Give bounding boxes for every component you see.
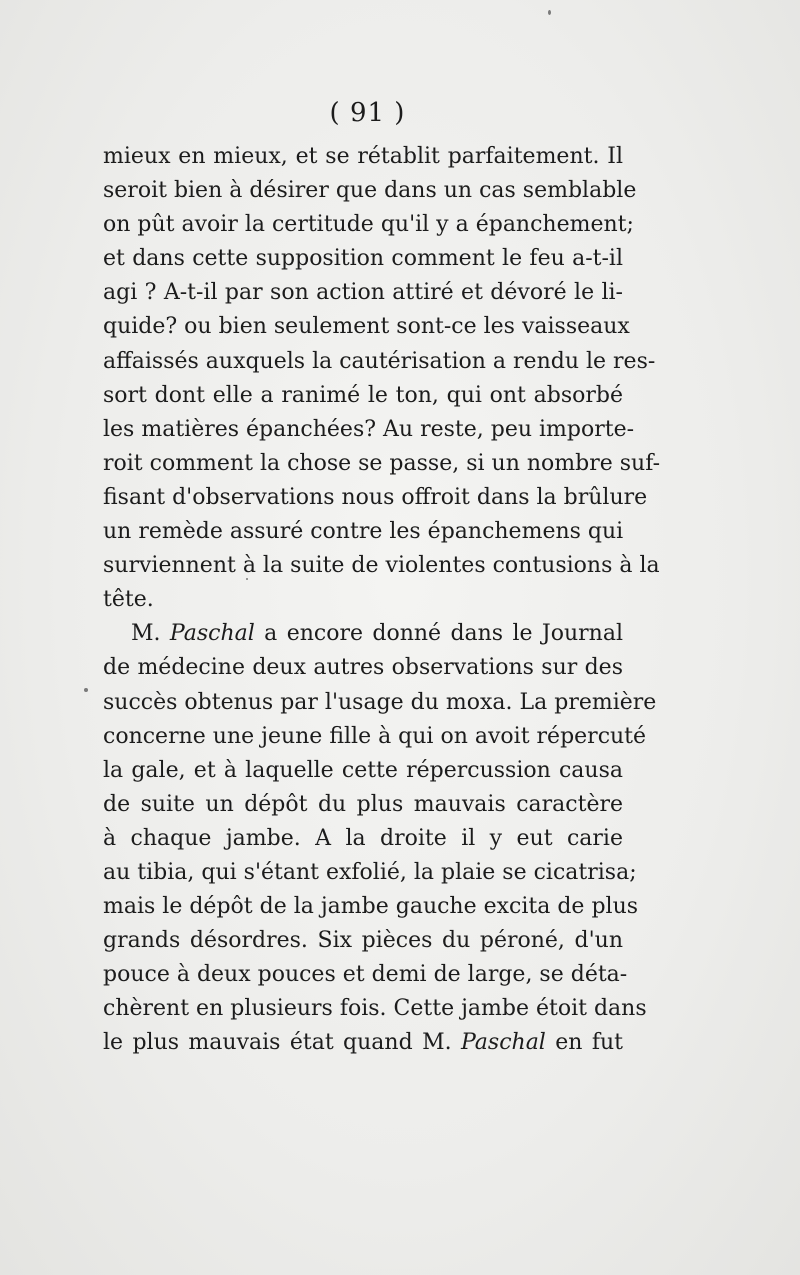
text-line: mais le dépôt de la jambe gauche excita de plus [103, 894, 639, 920]
text-line: concerne une jeune fille à qui on avoit répercuté [103, 723, 647, 749]
text-line [103, 617, 623, 651]
text-run: a encore donné dans le Journal [254, 621, 624, 647]
text-line [103, 1026, 623, 1060]
italic-name: Paschal [169, 621, 255, 647]
text-line: tête. [103, 587, 154, 613]
ink-speck [246, 578, 248, 580]
italic-name: Paschal [460, 1030, 546, 1056]
text-line: roit comment la chose se passe, si un nombre suf- [103, 450, 661, 476]
text-line: mieux en mieux, et se rétablit parfaitement. Il [103, 144, 623, 169]
ink-speck [548, 10, 551, 15]
text-run: M. [131, 621, 170, 647]
page-number: ( 91 ) [329, 98, 406, 128]
text-line: grands désordres. Six pièces du péroné, d'un [103, 928, 623, 954]
ink-speck [84, 688, 88, 692]
text-line: succès obtenus par l'usage du moxa. La première [103, 689, 657, 715]
text-run: en fut [545, 1030, 623, 1056]
text-line: les matières épanchées? Au reste, peu importe- [103, 416, 635, 442]
text-line: à chaque jambe. A la droite il y eut carie [103, 825, 623, 851]
text-line: chèrent en plusieurs fois. Cette jambe étoit dans [103, 996, 647, 1022]
text-line: seroit bien à désirer que dans un cas semblable [103, 178, 637, 204]
text-line: de médecine deux autres observations sur des [103, 655, 623, 681]
text-line: fisant d'observations nous offroit dans la brûlure [103, 484, 648, 510]
text-line: la gale, et à laquelle cette répercussion causa [103, 757, 623, 783]
body-text [103, 140, 661, 1061]
text-run: le plus mauvais état quand M. [103, 1030, 461, 1056]
text-line: un remède assuré contre les épanchemens qui [103, 519, 624, 545]
text-line: et dans cette supposition comment le feu a-t-il [103, 246, 623, 272]
text-line: affaissés auxquels la cautérisation a rendu le res- [103, 348, 656, 374]
text-line: on pût avoir la certitude qu'il y a épanchement; [103, 212, 634, 238]
text-line: sort dont elle a ranimé le ton, qui ont absorbé [103, 382, 623, 408]
text-line: pouce à deux pouces et demi de large, se déta- [103, 962, 628, 988]
text-line: de suite un dépôt du plus mauvais caractère [103, 791, 623, 817]
text-line: surviennent à la suite de violentes contusions à la [103, 553, 660, 579]
text-line: au tibia, qui s'étant exfolié, la plaie se cicatrisa; [103, 859, 637, 885]
text-line: quide? ou bien seulement sont-ce les vaisseaux [103, 314, 630, 340]
text-line: agi ? A-t-il par son action attiré et dévoré le li- [103, 280, 623, 306]
